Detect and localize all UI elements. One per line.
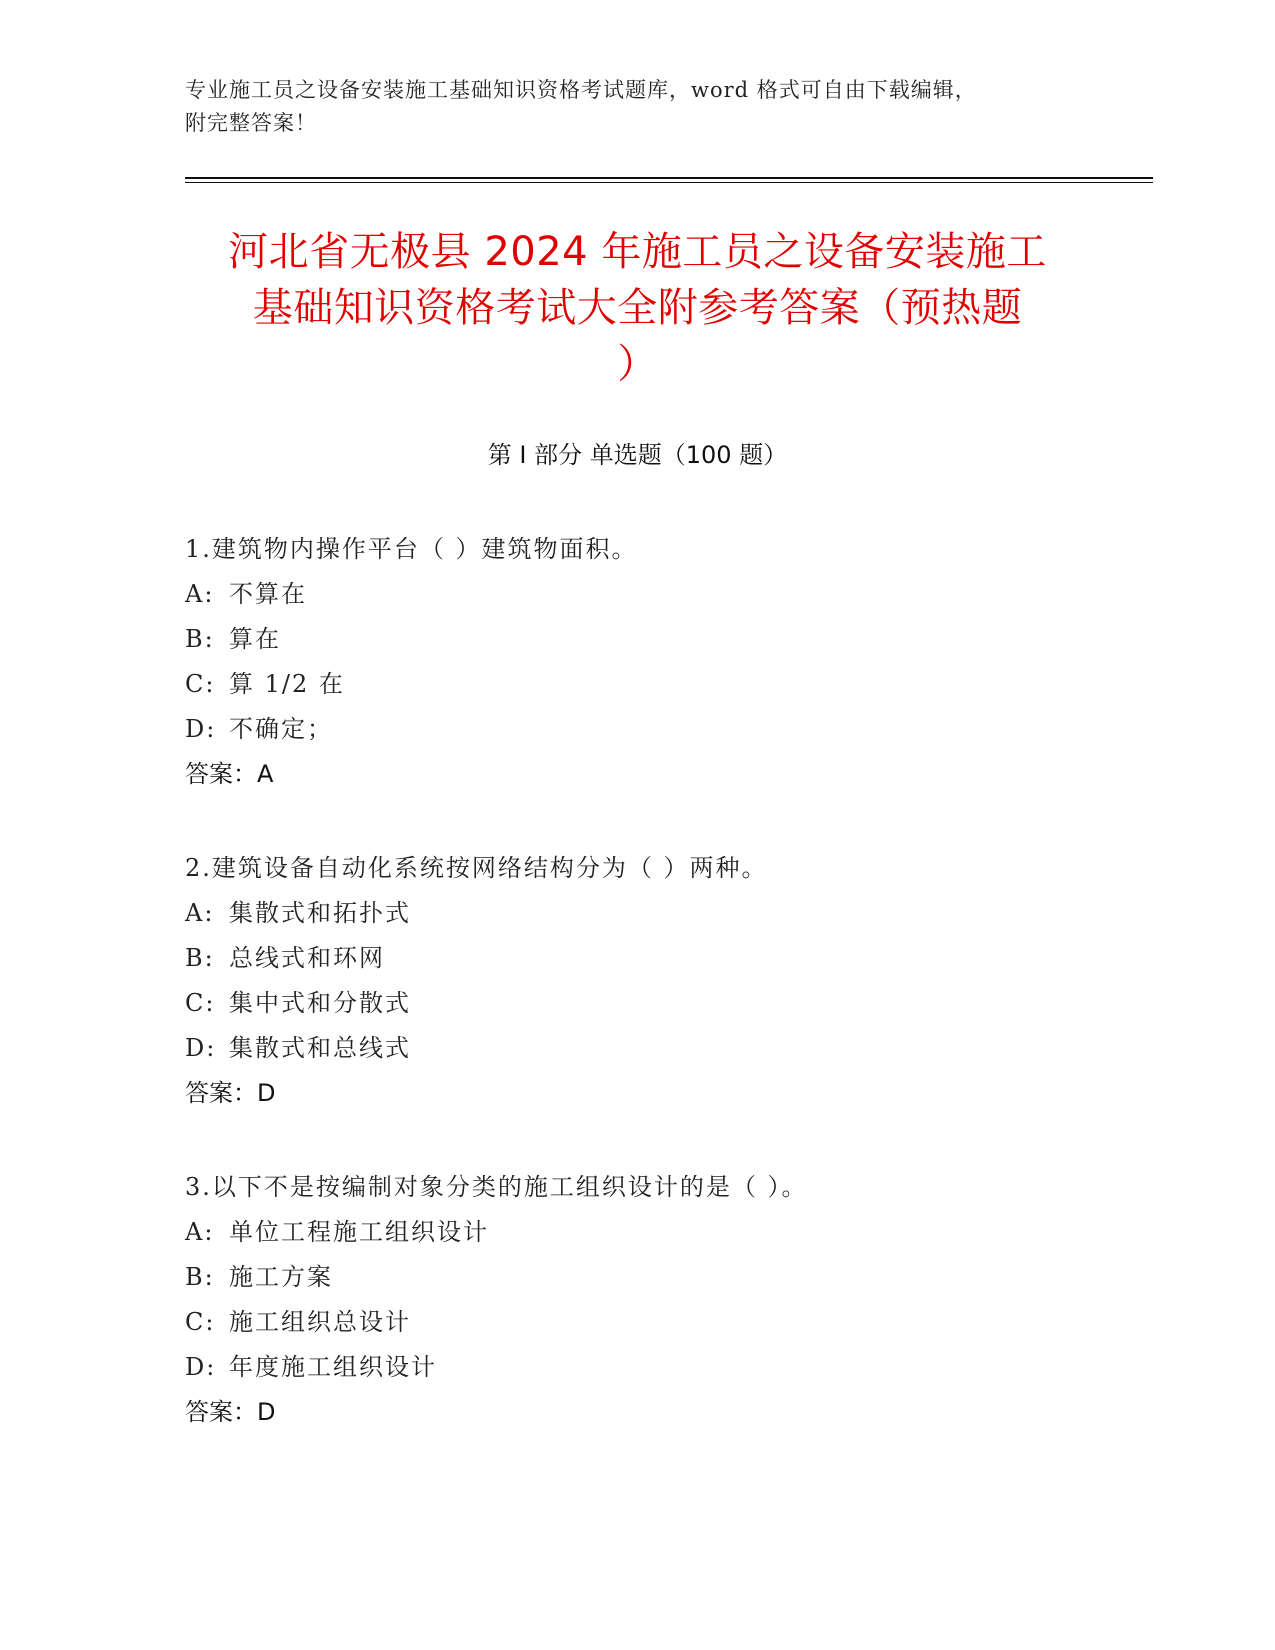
option-letter: B: [185,1263,215,1291]
question-1 [185,527,1145,797]
option-letter: A: [185,1218,215,1246]
question-list [185,527,1145,1484]
option-text: 不算在 [229,580,307,608]
question-stem: 1.建筑物内操作平台（ ）建筑物面积。 [185,535,638,563]
question-3 [185,1165,1145,1435]
option-letter: C: [185,1308,216,1336]
option-text: 集散式和总线式 [229,1034,411,1062]
document-title [170,224,1105,392]
option-text: 算在 [229,625,281,653]
header-note-line-1: 专业施工员之设备安装施工基础知识资格考试题库，word 格式可自由下载编辑， [185,78,977,102]
option-text: 算 1/2 在 [229,670,345,698]
option-d [185,1026,1145,1071]
option-text: 施工组织总设计 [229,1308,411,1336]
option-c [185,662,1145,707]
title-line-2: 基础知识资格考试大全附参考答案（预热题 [252,285,1023,331]
option-text: 年度施工组织设计 [229,1353,437,1381]
option-b [185,1255,1145,1300]
header-note [185,74,1065,140]
option-c [185,1300,1145,1345]
option-text: 单位工程施工组织设计 [229,1218,489,1246]
option-letter: D: [185,1353,217,1381]
option-text: 不确定； [229,715,333,743]
option-letter: D: [185,715,217,743]
option-letter: B: [185,625,215,653]
question-stem: 2.建筑设备自动化系统按网络结构分为（ ）两种。 [185,854,768,882]
option-a [185,1210,1145,1255]
answer: 答案：A [185,760,274,788]
option-b [185,617,1145,662]
header-rule-thick [185,177,1153,179]
header-rule-thin [185,182,1153,183]
option-text: 集中式和分散式 [229,989,411,1017]
option-text: 总线式和环网 [229,944,385,972]
option-a [185,572,1145,617]
title-line-3: ） [617,341,658,387]
option-b [185,936,1145,981]
option-letter: B: [185,944,215,972]
option-d [185,707,1145,752]
option-letter: A: [185,899,215,927]
question-stem: 3.以下不是按编制对象分类的施工组织设计的是（ ）。 [185,1173,808,1201]
answer: 答案：D [185,1079,276,1107]
title-line-1: 河北省无极县 2024 年施工员之设备安装施工 [228,229,1047,275]
header-note-line-2: 附完整答案！ [185,111,317,135]
section-heading: 第 I 部分 单选题（100 题） [487,441,788,469]
option-letter: C: [185,989,216,1017]
option-letter: C: [185,670,216,698]
option-text: 施工方案 [229,1263,333,1291]
question-2 [185,846,1145,1116]
option-letter: A: [185,580,215,608]
answer: 答案：D [185,1398,276,1426]
option-c [185,981,1145,1026]
option-d [185,1345,1145,1390]
option-a [185,891,1145,936]
option-letter: D: [185,1034,217,1062]
option-text: 集散式和拓扑式 [229,899,411,927]
